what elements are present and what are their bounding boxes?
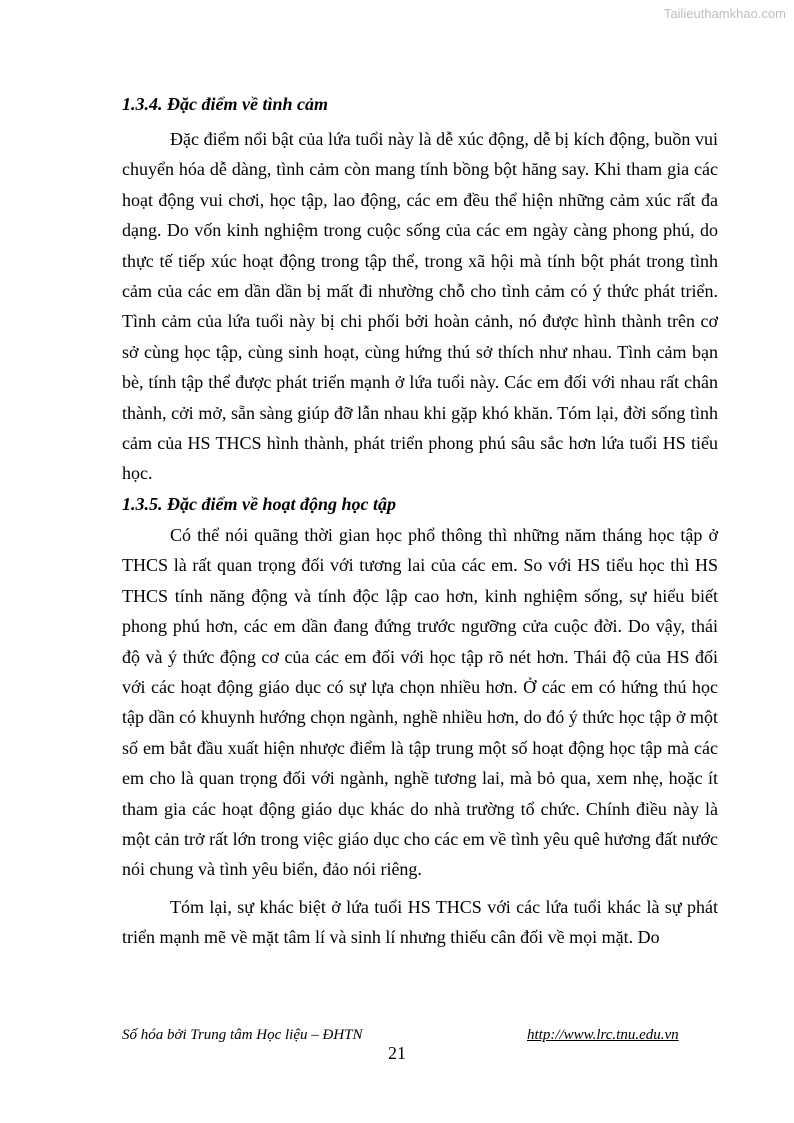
paragraph-emotions: Đặc điểm nổi bật của lứa tuổi này là dễ xúc động, dễ bị kích động, buồn vui chuyển hóa dễ dàng, tình cảm còn mang tính bồng bột hăng say. Khi tham gia các hoạt động vui chơi, học tập, lao động, các em đều thể hiện những cảm xúc rất đa dạng. Do vốn kinh nghiệm trong cuộc sống của các em ngày càng phong phú, do thực tế tiếp xúc hoạt động trong tập thể, trong xã hội mà tính bột phát trong tình cảm của các em dần dần bị mất đi nhường chỗ cho tình cảm có ý thức phát triển. Tình cảm của lứa tuổi này bị chi phối bởi hoàn cảnh, nó được hình thành trên cơ sở cùng học tập, cùng sinh hoạt, cùng hứng thú sở thích như nhau. Tình cảm bạn bè, tính tập thể được phát triển mạnh ở lứa tuổi này. Các em đối với nhau rất chân thành, cởi mở, sẵn sàng giúp đỡ lẫn nhau khi gặp khó khăn. Tóm lại, đời sống tình cảm của HS THCS hình thành, phát triển phong phú sâu sắc hơn lứa tuổi HS tiểu học. [122, 129, 718, 484]
section-heading-1-3-4: 1.3.4. Đặc điểm về tình cảm [122, 94, 328, 114]
page-content [122, 92, 718, 953]
footer-link[interactable]: http://www.lrc.tnu.edu.vn [527, 1027, 679, 1043]
watermark: Tailieuthamkhao.com [663, 6, 786, 21]
section-heading-1-3-5: 1.3.5. Đặc điểm về hoạt động học tập [122, 493, 396, 514]
footer-credit: Số hóa bởi Trung tâm Học liệu – ĐHTN [122, 1027, 363, 1043]
page-number: 21 [388, 1043, 406, 1063]
paragraph-learning-activities: Có thể nói quãng thời gian học phổ thông thì những năm tháng học tập ở THCS là rất quan trọng đối với tương lai của các em. So với HS tiểu học thì HS THCS tính năng động và tính độc lập cao hơn, kinh nghiệm sống, sự hiểu biết phong phú hơn, các em dần đang đứng trước ngưỡng cửa cuộc đời. Do vậy, thái độ và ý thức động cơ của các em đối với học tập rõ nét hơn. Thái độ của HS đối với các hoạt động giáo dục có sự lựa chọn nhiều hơn. Ở các em có hứng thú học tập dần có khuynh hướng chọn ngành, nghề nhiều hơn, do đó ý thức học tập ở một số em bắt đầu xuất hiện nhược điểm là tập trung một số hoạt động học tập mà các em cho là quan trọng đối với ngành, nghề tương lai, mà bỏ qua, xem nhẹ, hoặc ít tham gia các hoạt động giáo dục khác do nhà trường tổ chức. Chính điều này là một cản trở rất lớn trong việc giáo dục cho các em về tình yêu quê hương đất nước nói chung và tình yêu biển, đảo nói riêng. [122, 524, 718, 880]
paragraph-summary: Tóm lại, sự khác biệt ở lứa tuổi HS THCS với các lứa tuổi khác là sự phát triển mạnh mẽ về mặt tâm lí và sinh lí nhưng thiếu cân đối về mọi mặt. Do [122, 896, 718, 948]
